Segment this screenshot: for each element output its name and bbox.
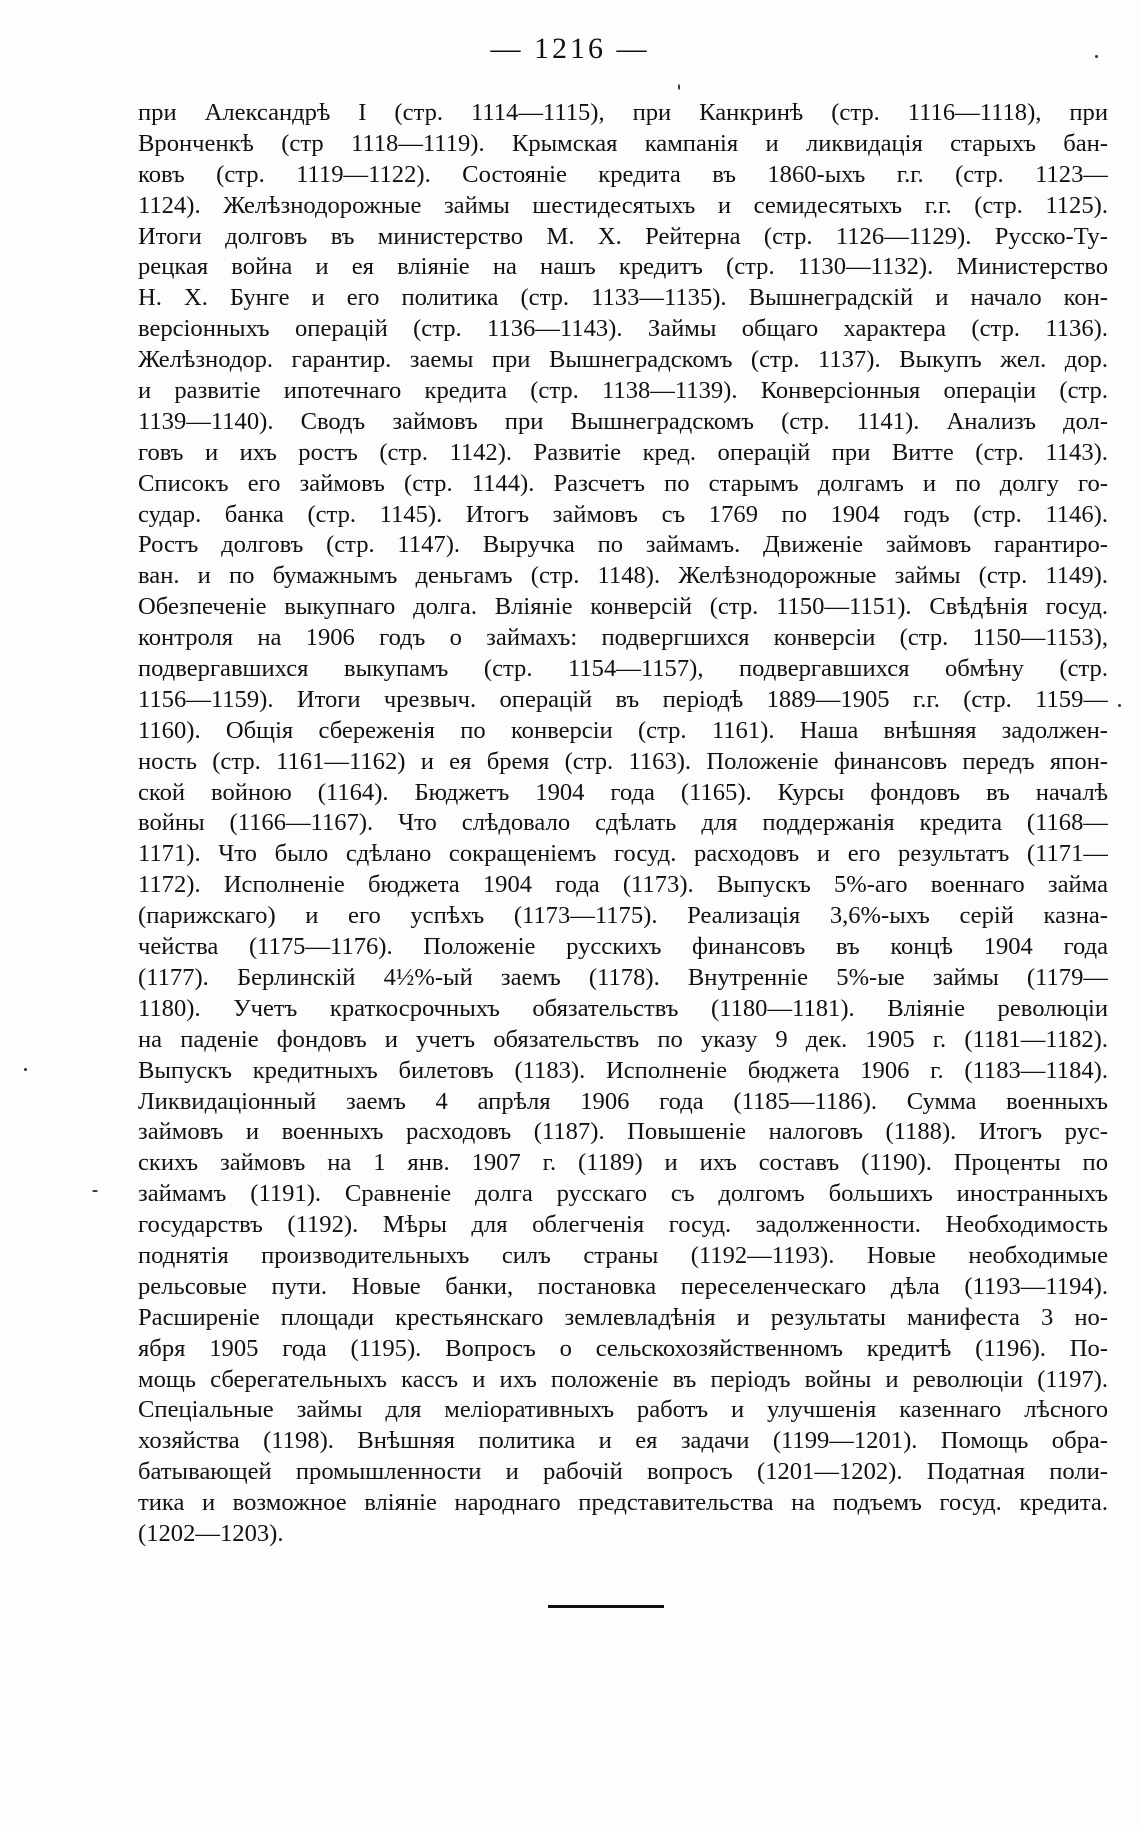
text-line: версіонныхъ операцій (стр. 1136—1143). Займы общаго характера (стр. 1136).	[138, 315, 1108, 343]
text-line: тика и возможное вліяніе народнаго представительства на подъемъ госуд. кредита.	[138, 1489, 1108, 1517]
text-line: ской войною (1164). Бюджетъ 1904 года (1165). Курсы фондовъ въ началѣ	[138, 778, 1108, 806]
text-line: Выпускъ кредитныхъ билетовъ (1183). Исполненіе бюджета 1906 г. (1183—1184).	[138, 1056, 1108, 1084]
text-line: мощь сберегательныхъ кассъ и ихъ положеніе въ періодъ войны и революціи (1197).	[138, 1365, 1108, 1393]
text-line: Ростъ долговъ (стр. 1147). Выручка по займамъ. Движеніе займовъ гарантиро-	[138, 531, 1108, 559]
text-line: контроля на 1906 годъ о займахъ: подвергшихся конверсіи (стр. 1150—1153),	[138, 624, 1108, 652]
text-line: войны (1166—1167). Что слѣдовало сдѣлать для поддержанія кредита (1168—	[138, 809, 1108, 837]
scan-speck	[1118, 704, 1121, 707]
text-line: батывающей промышленности и рабочій вопросъ (1201—1202). Податная поли-	[138, 1458, 1108, 1486]
text-line: Итоги долговъ въ министерство М. Х. Рейтерна (стр. 1126—1129). Русско-Ту-	[138, 222, 1108, 250]
text-line: (1202—1203).	[138, 1519, 284, 1547]
text-line: скихъ займовъ на 1 янв. 1907 г. (1189) и ихъ составъ (1190). Проценты по	[138, 1149, 1108, 1177]
page-number: — 1216 —	[490, 32, 650, 65]
text-line: Ликвидаціонный заемъ 4 апрѣля 1906 года (1185—1186). Сумма военныхъ	[138, 1087, 1108, 1115]
text-line: 1139—1140). Сводъ займовъ при Вышнеградскомъ (стр. 1141). Анализъ дол-	[138, 407, 1108, 435]
text-line: 1171). Что было сдѣлано сокращеніемъ госуд. расходовъ и его результатъ (1171—	[138, 840, 1108, 868]
scan-speck	[1095, 55, 1098, 58]
text-line: ван. и по бумажнымъ деньгамъ (стр. 1148). Желѣзнодорожные займы (стр. 1149).	[138, 562, 1108, 590]
text-line: Списокъ его займовъ (стр. 1144). Разсчетъ по старымъ долгамъ и по долгу го-	[138, 469, 1108, 497]
text-line: Желѣзнодор. гарантир. заемы при Вышнеградскомъ (стр. 1137). Выкупъ жел. дор.	[138, 346, 1108, 374]
text-line: (парижскаго) и его успѣхъ (1173—1175). Реализація 3,6%-ыхъ серій казна-	[138, 902, 1108, 930]
text-line: Расширеніе площади крестьянскаго землевладѣнія и результаты манифеста 3 но-	[138, 1303, 1108, 1331]
text-line: ность (стр. 1161—1162) и ея бремя (стр. 1163). Положеніе финансовъ передъ япон-	[138, 747, 1108, 775]
text-line: ковъ (стр. 1119—1122). Состояніе кредита въ 1860-ыхъ г.г. (стр. 1123—	[138, 160, 1108, 188]
text-line: 1156—1159). Итоги чрезвыч. операцій въ періодѣ 1889—1905 г.г. (стр. 1159—	[138, 685, 1108, 713]
scan-speck	[678, 84, 680, 90]
text-line: при Александрѣ I (стр. 1114—1115), при Канкринѣ (стр. 1116—1118), при	[138, 99, 1108, 126]
text-line: 1124). Желѣзнодорожные займы шестидесятыхъ и семидесятыхъ г.г. (стр. 1125).	[138, 191, 1108, 219]
text-line: займамъ (1191). Сравненіе долга русскаго съ долгомъ большихъ иностранныхъ	[138, 1180, 1108, 1208]
text-line: рельсовые пути. Новые банки, постановка переселенческаго дѣла (1193—1194).	[138, 1272, 1108, 1300]
body-text	[138, 98, 1108, 1550]
text-line: 1172). Исполненіе бюджета 1904 года (1173). Выпускъ 5%-аго военнаго займа	[138, 871, 1108, 899]
end-rule	[548, 1605, 664, 1608]
text-line: Спеціальные займы для меліоративныхъ работъ и улучшенія казеннаго лѣсного	[138, 1396, 1108, 1424]
text-line: говъ и ихъ ростъ (стр. 1142). Развитіе кред. операцій при Витте (стр. 1143).	[138, 438, 1108, 466]
text-line: (1177). Берлинскій 4½%-ый заемъ (1178). Внутренніе 5%-ые займы (1179—	[138, 963, 1108, 991]
text-line: Обезпеченіе выкупнаго долга. Вліяніе конверсій (стр. 1150—1151). Свѣдѣнія госуд.	[138, 593, 1108, 621]
scan-speck	[92, 1190, 98, 1192]
text-line: 1180). Учетъ краткосрочныхъ обязательствъ (1180—1181). Вліяніе революціи	[138, 994, 1108, 1022]
text-line: Н. Х. Бунге и его политика (стр. 1133—1135). Вышнеградскій и начало кон-	[138, 284, 1108, 312]
text-line: Вронченкѣ (стр 1118—1119). Крымская кампанія и ликвидація старыхъ бан-	[138, 129, 1108, 157]
text-line: чейства (1175—1176). Положеніе русскихъ финансовъ въ концѣ 1904 года	[138, 933, 1108, 961]
text-line: государствъ (1192). Мѣры для облегченія госуд. задолженности. Необходимость	[138, 1211, 1108, 1239]
text-line: 1160). Общія сбереженія по конверсіи (стр. 1161). Наша внѣшняя задолжен-	[138, 716, 1108, 744]
text-line: и развитіе ипотечнаго кредита (стр. 1138—1139). Конверсіонныя операціи (стр.	[138, 377, 1108, 405]
text-line: подвергавшихся выкупамъ (стр. 1154—1157), подвергавшихся обмѣну (стр.	[138, 655, 1108, 683]
text-line: судар. банка (стр. 1145). Итогъ займовъ съ 1769 по 1904 годъ (стр. 1146).	[138, 500, 1108, 528]
text-line: рецкая война и ея вліяніе на нашъ кредитъ (стр. 1130—1132). Министерство	[138, 253, 1108, 281]
text-line: поднятія производительныхъ силъ страны (1192—1193). Новые необходимые	[138, 1241, 1108, 1269]
text-line: хозяйства (1198). Внѣшняя политика и ея задачи (1199—1201). Помощь обра-	[138, 1427, 1108, 1455]
scan-speck	[24, 1068, 27, 1071]
text-line: на паденіе фондовъ и учетъ обязательствъ по указу 9 дек. 1905 г. (1181—1182).	[138, 1025, 1108, 1053]
text-line: ября 1905 года (1195). Вопросъ о сельскохозяйственномъ кредитѣ (1196). По-	[138, 1334, 1108, 1362]
text-line: займовъ и военныхъ расходовъ (1187). Повышеніе налоговъ (1188). Итогъ рус-	[138, 1118, 1108, 1146]
